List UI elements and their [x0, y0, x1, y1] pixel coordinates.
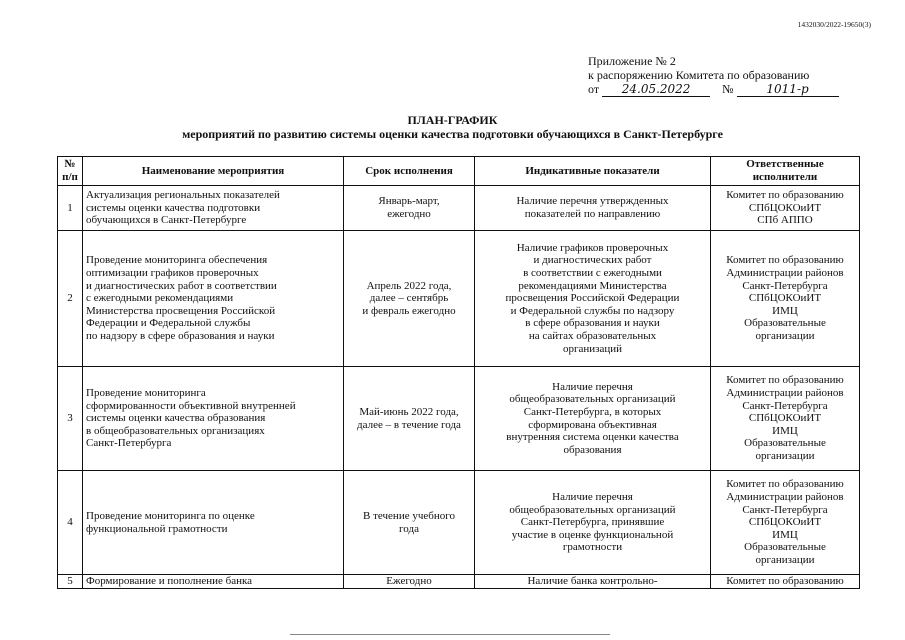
- table-row: [58, 575, 860, 589]
- cell-event: Формирование и пополнение банка: [83, 575, 344, 589]
- cell-deadline: Январь-март, ежегодно: [344, 186, 475, 231]
- cell-event: Актуализация региональных показателей системы оценки качества подготовки обучающихся в Санкт-Петербурге: [83, 186, 344, 231]
- number-handwritten: 1011-р: [737, 83, 839, 97]
- appendix-line-1: Приложение № 2: [588, 54, 676, 68]
- cell-indicators: Наличие перечня общеобразовательных организаций Санкт-Петербурга, принявшие участие в оценке функциональной грамотности: [475, 471, 711, 575]
- plan-table: [57, 156, 860, 589]
- cell-responsible: Комитет по образованию СПбЦОКОиИТ СПб АППО: [711, 186, 860, 231]
- date-prefix: от: [588, 82, 600, 96]
- cell-indicators: Наличие графиков проверочных и диагностических работ в соответствии с ежегодными рекомендациями Министерства просвещения Российской Федерации и Федеральной службы по надзору в сфере образования и науки на сайтах образовательных организаций: [475, 231, 711, 367]
- cell-responsible: Комитет по образованию Администрации районов Санкт-Петербурга СПбЦОКОиИТ ИМЦ Образовательные организации: [711, 367, 860, 471]
- cell-event: Проведение мониторинга по оценке функциональной грамотности: [83, 471, 344, 575]
- cell-event: Проведение мониторинга сформированности объективной внутренней системы оценки качества образования в общеобразовательных организациях Санкт-Петербурга: [83, 367, 344, 471]
- appendix-block: [588, 54, 839, 97]
- title-line-2: мероприятий по развитию системы оценки качества подготовки обучающихся в Санкт-Петербурге: [182, 127, 723, 141]
- table-row: [58, 186, 860, 231]
- table-row: [58, 367, 860, 471]
- page-bottom-rule: [290, 634, 610, 635]
- cell-event: Проведение мониторинга обеспечения оптимизации графиков проверочных и диагностических работ в соответствии с ежегодными рекомендациями Министерства просвещения Российской Федерации и Федеральной службы по надзору в сфере образования и науки: [83, 231, 344, 367]
- table-row: [58, 231, 860, 367]
- appendix-date-line: [588, 82, 839, 97]
- cell-num: 4: [58, 471, 83, 575]
- cell-indicators: Наличие банка контрольно-: [475, 575, 711, 589]
- header-event: Наименование мероприятия: [83, 157, 344, 186]
- header-responsible: Ответственные исполнители: [711, 157, 860, 186]
- cell-num: 2: [58, 231, 83, 367]
- cell-deadline: В течение учебного года: [344, 471, 475, 575]
- cell-responsible: Комитет по образованию Администрации районов Санкт-Петербурга СПбЦОКОиИТ ИМЦ Образовательные организации: [711, 231, 860, 367]
- title-line-1: ПЛАН-ГРАФИК: [407, 113, 498, 127]
- header-indicators: Индикативные показатели: [475, 157, 711, 186]
- table-row: [58, 471, 860, 575]
- document-id: 1432030/2022-19650(3): [797, 20, 871, 29]
- cell-indicators: Наличие перечня общеобразовательных организаций Санкт-Петербурга, в которых сформирована объективная внутренняя система оценки качества образования: [475, 367, 711, 471]
- cell-num: 1: [58, 186, 83, 231]
- cell-deadline: Апрель 2022 года, далее – сентябрь и февраль ежегодно: [344, 231, 475, 367]
- cell-deadline: Май-июнь 2022 года, далее – в течение года: [344, 367, 475, 471]
- header-num: № п/п: [58, 157, 83, 186]
- plan-title: [0, 113, 905, 141]
- cell-deadline: Ежегодно: [344, 575, 475, 589]
- cell-num: 3: [58, 367, 83, 471]
- cell-responsible: Комитет по образованию Администрации районов Санкт-Петербурга СПбЦОКОиИТ ИМЦ Образовательные организации: [711, 471, 860, 575]
- header-deadline: Срок исполнения: [344, 157, 475, 186]
- table-header-row: [58, 157, 860, 186]
- cell-indicators: Наличие перечня утвержденных показателей по направлению: [475, 186, 711, 231]
- date-handwritten: 24.05.2022: [602, 83, 710, 97]
- number-prefix: №: [722, 82, 734, 96]
- appendix-line-2: к распоряжению Комитета по образованию: [588, 68, 810, 82]
- cell-num: 5: [58, 575, 83, 589]
- cell-responsible: Комитет по образованию: [711, 575, 860, 589]
